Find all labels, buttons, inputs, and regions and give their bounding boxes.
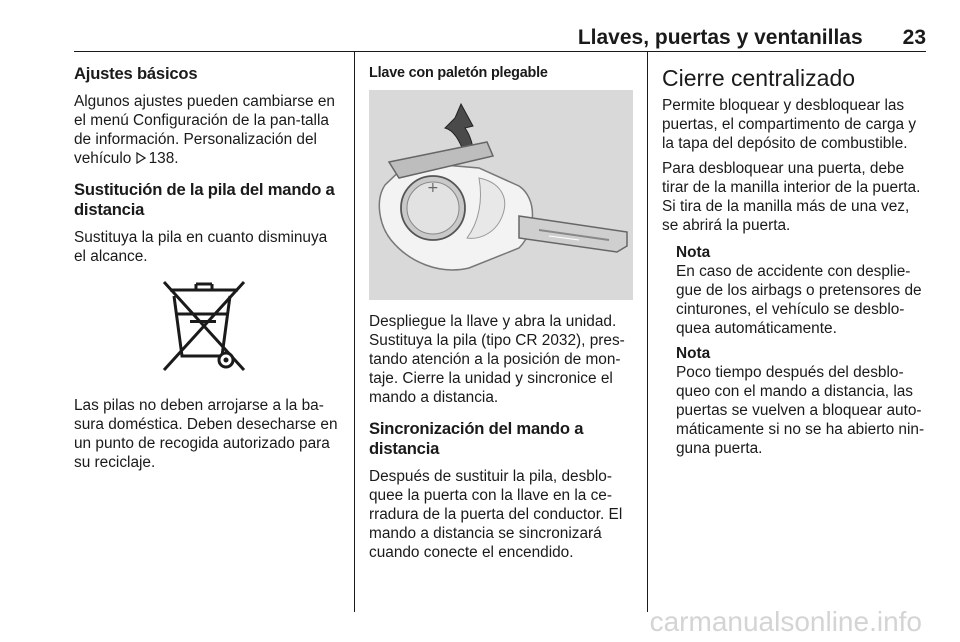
reference-page: 138. — [148, 150, 179, 167]
watermark: carmanualsonline.info — [649, 606, 922, 637]
column-left — [74, 64, 338, 472]
note-2-title: Nota — [676, 345, 711, 362]
heading-battery-replacement: Sustitución de la pila del mando a distancia — [74, 180, 335, 219]
page-header — [74, 26, 926, 50]
page-number: 23 — [902, 26, 926, 49]
column-divider-1 — [354, 52, 355, 612]
paragraph-sync: Después de sustituir la pila, desblo-quee la puerta con la llave en la ce-rradura de la puerta del conductor. El mando a distancia se sincronizará cuando conecte el encendido. — [369, 468, 623, 561]
column-middle — [369, 64, 633, 562]
column-right — [662, 64, 928, 458]
paragraph-battery-replacement: Sustituya la pila en cuanto disminuya el alcance. — [74, 229, 328, 265]
section-title: Llaves, puertas y ventanillas — [577, 26, 863, 49]
figure-caption: Llave con paletón plegable — [369, 65, 548, 81]
crossed-out-bin-icon — [156, 276, 252, 376]
paragraph-central-1: Permite bloquear y desbloquear las puertas, el compartimento de carga y la tapa del depósito de combustible. — [662, 97, 917, 152]
folding-key-battery-illustration — [369, 90, 633, 300]
paragraph-key-instructions: Despliegue la llave y abra la unidad. Sustituya la pila (tipo CR 2032), pres-tando atención a la posición de mon-taje. Cierre la unidad y sincronice el mando a distancia. — [369, 313, 625, 406]
note-1-title: Nota — [676, 244, 711, 261]
svg-text:+: + — [427, 180, 439, 196]
note-1 — [662, 243, 928, 338]
header-divider — [74, 51, 926, 52]
note-1-text: En caso de accidente con desplie-gue de los airbags o pretensores de cinturones, el vehículo se desblo-quea automáticamente. — [676, 263, 922, 337]
heading-sync: Sincronización del mando a distancia — [369, 419, 584, 458]
paragraph-central-2: Para desbloquear una puerta, debe tirar de la manilla interior de la puerta. Si tira de la manilla más de una vez, se abrirá la puerta. — [662, 160, 921, 234]
heading-central-locking: Cierre centralizado — [662, 65, 856, 91]
note-2-text: Poco tiempo después del desblo-queo con el mando a distancia, las puertas se vuelven a bloquear auto-máticamente si no se ha abierto nin-guna puerta. — [676, 364, 925, 457]
paragraph-battery-disposal: Las pilas no deben arrojarse a la ba-sura doméstica. Deben desecharse en un punto de recogida autorizado para su reciclaje. — [74, 397, 338, 471]
note-2 — [662, 344, 928, 458]
paragraph-basic-settings: Algunos ajustes pueden cambiarse en el menú Configuración de la pan-talla de información. Personalización del vehículo 138. — [74, 93, 335, 167]
triangle-right-icon — [136, 152, 146, 164]
heading-basic-settings: Ajustes básicos — [74, 64, 198, 83]
column-divider-2 — [647, 52, 648, 612]
